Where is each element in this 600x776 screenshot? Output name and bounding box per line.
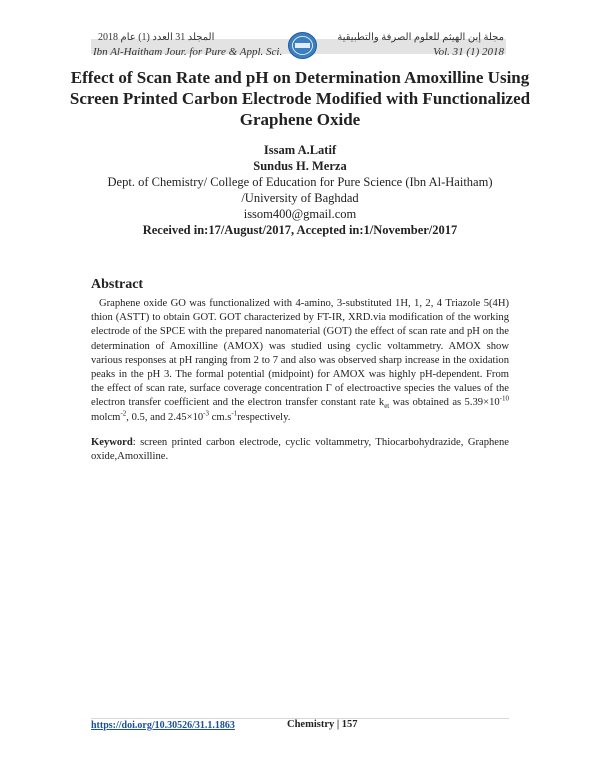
journal-name: Ibn Al-Haitham Jour. for Pure & Appl. Sci.: [93, 46, 283, 58]
journal-header: [91, 31, 506, 61]
received-dates: Received in:17/August/2017, Accepted in:1/November/2017: [142, 223, 458, 237]
keywords-text: : screen printed carbon electrode, cyclic voltammetry, Thiocarbohydrazide, Graphene oxide,Amoxilline.: [91, 437, 509, 463]
abstract-part-1: Graphene oxide GO was functionalized with 4-amino, 3-substituted 1H, 1, 2, 4 Triazole 5(4H) thion (ASTT) to obtain GOT. GOT characterized by FT-IR, XRD.via modification of the working electrode of the SPCE with the prepared nanomaterial (GOT) the effect of scan rate and pH on the determination of Amoxilline (AMOX) was studied using cyclic voltammetry. AMOX show various responses at pH ranging from 2 to 7 and also was observed sharp increase in the oxidation peaks in the pH 3. The formal potential (midpoint) for AMOX was highly pH-dependent. From the effect of scan rate, surface coverage concentration Γ of electroactive species the values of the electron transfer coefficient and the electron transfer constant rate k: [91, 298, 509, 409]
abstract-part-6: respectively.: [237, 411, 291, 423]
journal-logo-icon: [287, 31, 318, 60]
keywords-label: Keyword: [91, 437, 133, 448]
abstract-text: [91, 297, 509, 425]
abstract-part-4: , 0.5, and 2.45×10: [126, 411, 204, 423]
abstract-sub-et: et: [384, 402, 390, 411]
page-footer: [91, 718, 509, 732]
abstract-sup-3: -3: [203, 409, 210, 418]
abstract-sup-2: -2: [120, 409, 127, 418]
paper-title: Effect of Scan Rate and pH on Determination Amoxilline Using Screen Printed Carbon Electrode Modified with Functionalized Graphene Oxide: [69, 68, 531, 129]
abstract-part-3: molcm: [91, 411, 121, 423]
arabic-issue-label: المجلد 31 العدد (1) عام 2018: [98, 32, 215, 43]
affiliation-line-1: Dept. of Chemistry/ College of Education for Pure Science (Ibn Al-Haitham): [107, 175, 493, 189]
abstract-sup-1: -10: [499, 394, 510, 403]
keywords: [91, 436, 509, 464]
author-block: [0, 142, 600, 238]
affiliation-line-2: /University of Baghdad: [241, 191, 359, 205]
abstract-sup-4: -1: [231, 409, 238, 418]
volume-label: Vol. 31 (1) 2018: [433, 46, 504, 58]
author-email: issom400@gmail.com: [243, 207, 357, 221]
page-number: Chemistry | 157: [287, 719, 358, 730]
author-2: Sundus H. Merza: [253, 159, 347, 173]
author-1: Issam A.Latif: [263, 143, 337, 157]
doi-link[interactable]: https://doi.org/10.30526/31.1.1863: [91, 720, 235, 731]
arabic-journal-name: مجلة إبن الهيثم للعلوم الصرفة والتطبيقية: [337, 32, 504, 43]
abstract-part-2: was obtained as 5.39×10: [389, 397, 500, 409]
abstract-part-5: cm.s: [209, 411, 232, 423]
abstract-heading: Abstract: [91, 277, 144, 292]
